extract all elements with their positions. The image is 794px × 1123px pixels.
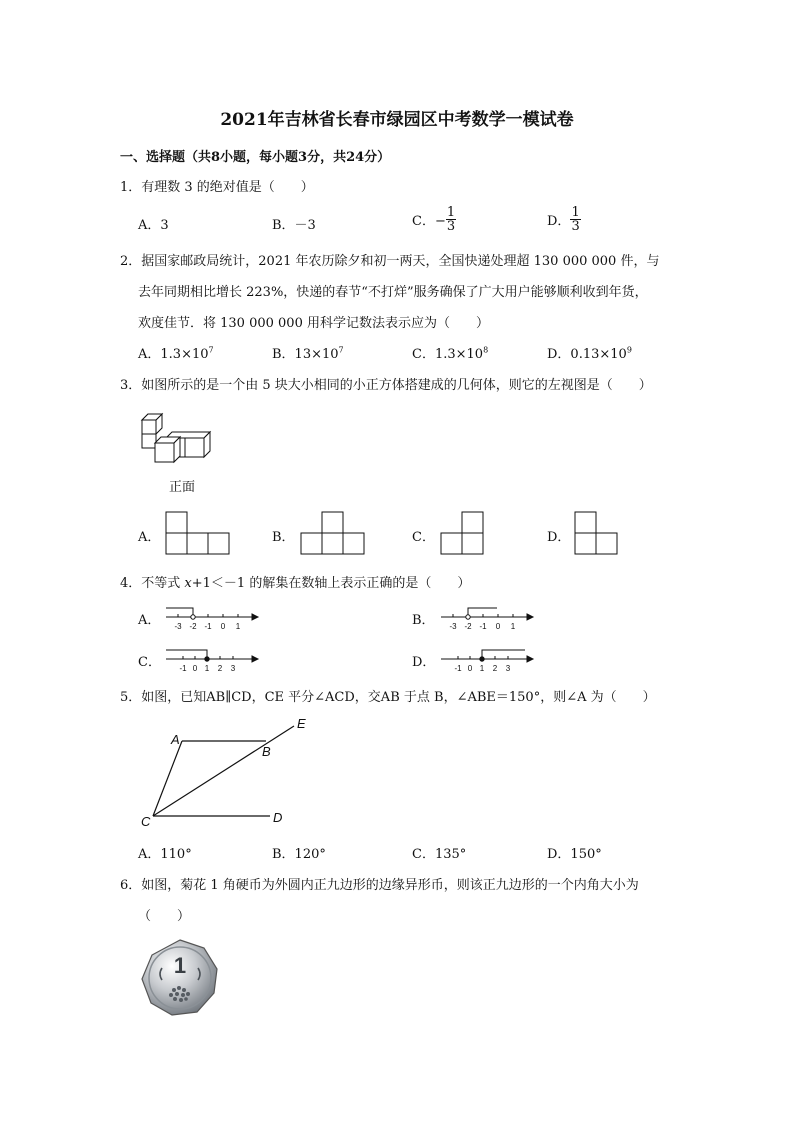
section-heading: 一、选择题（共8小题，每小题3分，共24分） [120, 150, 391, 165]
q5-geometry-figure [136, 712, 326, 832]
tick-label: 0 [467, 664, 473, 673]
point-label-d: D [273, 810, 283, 825]
q3-option-a-view [165, 511, 231, 555]
tick-label: 1 [479, 664, 485, 673]
tick-label: 1 [510, 622, 516, 631]
page-title: 2021年吉林省长春市绿园区中考数学一模试卷 [220, 110, 574, 130]
q1-option-d: D． $\frac{1}{3}$ [547, 205, 580, 234]
question-1-stem: 1．有理数 3 的绝对值是（ ） [120, 180, 314, 195]
question-2-line-3: 欢度佳节．将 130 000 000 用科学记数法表示应为（ ） [138, 316, 489, 331]
chrysanthemum-coin-image [140, 938, 220, 1018]
tick-label: 3 [505, 664, 511, 673]
tick-label: 0 [220, 622, 226, 631]
q4-option-b-numberline [439, 604, 535, 632]
q3-option-c-view [440, 511, 486, 555]
q4-option-a-label: A． [138, 613, 161, 628]
tick-label: -1 [204, 622, 212, 631]
question-4-stem: 4．不等式 x+1＜－1 的解集在数轴上表示正确的是（ ） [120, 576, 471, 591]
q1-option-b: B．－3 [272, 218, 316, 233]
q5-option-b: B．120° [272, 847, 326, 862]
tick-label: 0 [495, 622, 501, 631]
tick-label: -3 [449, 622, 457, 631]
question-2-line-1: 2．据国家邮政局统计，2021 年农历除夕和初一两天，全国快递处理超 130 000 000 件，与 [120, 254, 660, 269]
q5-option-a: A．110° [138, 847, 192, 862]
q4-option-d-label: D． [412, 655, 436, 670]
q4-option-c-numberline [164, 646, 260, 674]
point-label-b: B [262, 744, 271, 759]
q5-option-c: C．135° [412, 847, 467, 862]
q2-option-a: A．$1.3\times 10^7$ [138, 345, 214, 362]
tick-label: 1 [204, 664, 210, 673]
point-label-a: A [171, 732, 180, 747]
q3-option-d-label: D． [547, 530, 571, 545]
tick-label: -1 [179, 664, 187, 673]
q4-option-b-label: B． [412, 613, 435, 628]
tick-label: -2 [189, 622, 197, 631]
tick-label: -1 [479, 622, 487, 631]
q2-option-b: B．$13\times 10^7$ [272, 345, 344, 362]
question-6-line-1: 6．如图，菊花 1 角硬币为外圆内正九边形的边缘异形币，则该正九边形的一个内角大小为 [120, 878, 639, 893]
q3-option-b-label: B． [272, 530, 295, 545]
q3-option-d-view [574, 511, 620, 555]
q4-option-d-numberline [439, 646, 535, 674]
coin-denomination: 1 [173, 953, 187, 978]
q1-option-c: C．− $\frac{1}{3}$ [412, 205, 456, 234]
q3-option-b-view [300, 511, 366, 555]
tick-label: -2 [464, 622, 472, 631]
tick-label: 0 [192, 664, 198, 673]
question-3-stem: 3．如图所示的是一个由 5 块大小相同的小正方体搭建成的几何体，则它的左视图是（ ） [120, 378, 652, 393]
tick-label: -3 [174, 622, 182, 631]
q3-option-c-label: C． [412, 530, 435, 545]
question-5-stem: 5．如图，已知AB∥CD，CE 平分∠ACD，交AB 于点 B，∠ABE＝150°，则∠A 为（ ） [120, 690, 656, 705]
q3-option-a-label: A． [138, 530, 161, 545]
question-6-line-2: （ ） [138, 909, 191, 924]
tick-label: 2 [217, 664, 223, 673]
q5-option-d: D．150° [547, 847, 602, 862]
q2-option-d: D．$0.13\times 10^9$ [547, 345, 632, 362]
front-view-label: 正面 [169, 480, 196, 495]
q2-option-c: C．$1.3\times 10^8$ [412, 345, 489, 362]
q4-option-c-label: C． [138, 655, 161, 670]
cube-solid-figure [138, 408, 218, 468]
q1-option-a: A．3 [138, 218, 169, 233]
tick-label: -1 [454, 664, 462, 673]
point-label-c: C [141, 814, 151, 829]
point-label-e: E [297, 716, 306, 731]
tick-label: 2 [492, 664, 498, 673]
question-2-line-2: 去年同期相比增长 223%，快递的春节“不打烊”服务确保了广大用户能够顺利收到年货， [138, 285, 648, 300]
tick-label: 3 [230, 664, 236, 673]
q4-option-a-numberline [164, 604, 260, 632]
tick-label: 1 [235, 622, 241, 631]
